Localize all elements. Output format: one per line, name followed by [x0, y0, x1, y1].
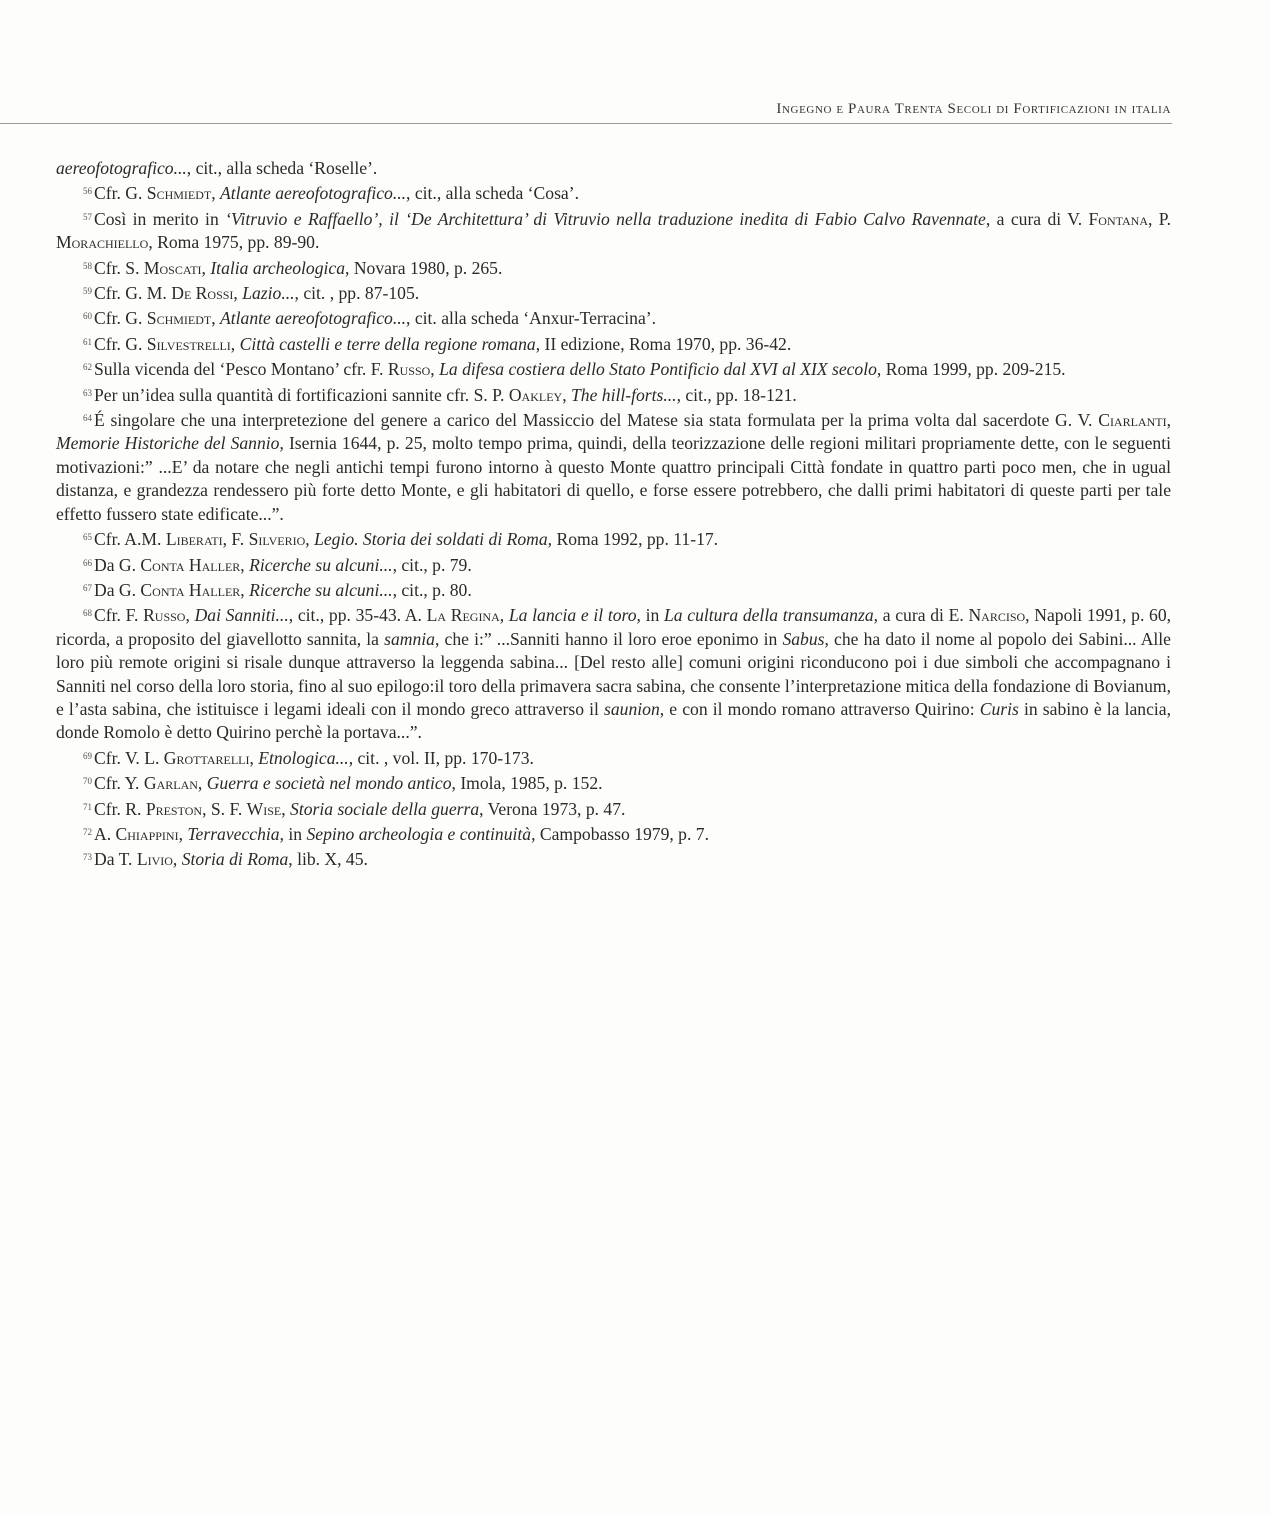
- footnote: [56, 846, 1171, 871]
- footnote-text: Da G.: [94, 554, 141, 575]
- footnote-text: , cit., p. 80.: [392, 579, 472, 600]
- footnote-text: Per un’idea sulla quantità di fortificazioni sannite cfr. S. P.: [94, 384, 509, 405]
- footnote-text: Cfr. F.: [94, 605, 144, 626]
- author-name: La Regina: [426, 605, 500, 626]
- author-name: Liberati: [165, 529, 223, 550]
- author-name: Preston: [145, 798, 203, 819]
- italic-title: Storia sociale della guerra: [290, 798, 480, 819]
- author-name: De Rossi: [171, 283, 234, 304]
- author-name: Garlan: [143, 773, 198, 794]
- footnote: [56, 821, 1171, 846]
- footnote-number: 70: [83, 776, 92, 787]
- footnote-text: Cfr. G. M.: [94, 283, 172, 304]
- footnote-text: ,: [430, 359, 440, 380]
- footnote-text: Da T.: [94, 849, 137, 870]
- footnote: [56, 180, 1171, 205]
- footnote-text: , cit. , pp. 87-105.: [294, 283, 420, 304]
- footnote-text: ,: [185, 605, 195, 626]
- footnote-number: 56: [83, 186, 92, 197]
- italic-title: Etnologica...: [258, 747, 349, 768]
- author-name: Moscati: [143, 257, 202, 278]
- header-rule: [0, 123, 1172, 124]
- footnote-text: , F.: [222, 529, 249, 550]
- footnote-text: ,: [172, 849, 182, 870]
- italic-title: Guerra e società nel mondo antico: [206, 773, 452, 794]
- italic-title: Sabus: [782, 628, 825, 649]
- footnote: [56, 745, 1171, 770]
- footnote: [56, 382, 1171, 407]
- footnote: [56, 526, 1171, 551]
- footnote-text: , e con il mondo romano attraverso Quirino:: [659, 698, 980, 719]
- author-name: Russo: [387, 359, 431, 380]
- footnote-text: , che i:” ...Sanniti hanno il loro eroe eponimo in: [434, 628, 783, 649]
- footnote-text: , cit., pp. 35-43. A.: [288, 605, 427, 626]
- italic-title: La cultura della transumanza: [664, 605, 874, 626]
- footnote-text: , cit., pp. 18-121.: [676, 384, 797, 405]
- italic-title: Memorie Historiche del Sannio: [56, 433, 280, 454]
- footnote-text: , cit., alla scheda ‘Cosa’.: [406, 183, 579, 204]
- footnote-text: ,: [1166, 410, 1171, 431]
- italic-title: Legio. Storia dei soldati di Roma,: [314, 529, 553, 550]
- footnotes-block: [56, 157, 1171, 872]
- footnote-text: , Novara 1980, p. 265.: [345, 257, 503, 278]
- author-name: Russo: [143, 605, 186, 626]
- italic-title: Curis: [979, 698, 1019, 719]
- footnote-number: 69: [83, 750, 92, 761]
- italic-title: Atlante aereofotografico...: [220, 308, 407, 329]
- author-name: Grottarelli: [163, 747, 250, 768]
- footnote-text: , Isernia 1644, p. 25, molto tempo prima, quindi, della teorizzazione delle regioni militari propriamente dette, con le seguenti motivazioni:” ...E’ da notare che negli antichi tempi furono intorno à questo Monte quattro principali Città fondate in quattro parti poco men, che in ugual distanza, e grandezza rendessero più forte detto Monte, e gli habitatori di quello, e forse essere potrebbero, che dalli primi habitatori di queste parti per tale effetto fussero state edificate...”.: [56, 433, 1171, 524]
- italic-title: Sepino archeologia e continuità: [306, 823, 532, 844]
- footnote-number: 58: [83, 260, 92, 271]
- footnote-number: 62: [83, 362, 92, 373]
- footnote-text: , cit. , vol. II, pp. 170-173.: [348, 747, 534, 768]
- footnote-text: ,: [249, 747, 259, 768]
- footnote-number: 59: [83, 286, 92, 297]
- footnote-text: ,: [499, 605, 509, 626]
- footnote-text: ,: [562, 384, 571, 405]
- italic-title: La difesa costiera dello Stato Pontificio dal XVI al XIX secolo: [439, 359, 877, 380]
- footnote-text: , II edizione, Roma 1970, pp. 36-42.: [535, 333, 792, 354]
- footnote-text: ,: [305, 529, 315, 550]
- author-name: Oakley: [508, 384, 563, 405]
- footnote-text: , S. F.: [202, 798, 247, 819]
- footnote-number: 63: [83, 387, 92, 398]
- footnote-text: , lib. X, 45.: [288, 849, 368, 870]
- footnote: [56, 305, 1171, 330]
- footnote-text: , Napoli 1991, p. 60, ricorda, a proposito del giavellotto sannita, la: [56, 605, 1172, 649]
- footnote-text: , Roma 1999, pp. 209-215.: [876, 359, 1066, 380]
- italic-title: samnia: [384, 628, 435, 649]
- footnote-text: ,: [240, 554, 250, 575]
- footnote: [56, 577, 1171, 602]
- footnote-text: in: [640, 605, 665, 626]
- italic-title: The hill-forts...: [571, 384, 677, 405]
- footnote: [56, 602, 1171, 744]
- author-name: Fontana: [1088, 208, 1148, 229]
- italic-title: Ricerche su alcuni...: [249, 579, 393, 600]
- footnote-text: , cit. alla scheda ‘Anxur-Terracina’.: [406, 308, 657, 329]
- author-name: Morachiello: [56, 232, 149, 253]
- footnote-text: É singolare che una interpretezione del genere a carico del Massiccio del Matese sia stata formulata per la prima volta dal sacerdote G. V.: [94, 410, 1099, 431]
- italic-title: ‘Vitruvio e Raffaello’, il ‘De Architettura’ di Vitruvio nella traduzione inedita di Fabio Calvo Ravennate: [225, 208, 986, 229]
- footnote-text: Cfr. Y.: [94, 773, 144, 794]
- author-name: Narciso: [968, 605, 1026, 626]
- footnote-text: in sabino è la lancia, donde Romolo è detto Quirino perchè la portava...”.: [56, 698, 1171, 743]
- footnote-text: ,: [233, 283, 243, 304]
- footnote-text: Cfr. V. L.: [94, 747, 164, 768]
- footnote-text: Così in merito in: [94, 208, 226, 229]
- footnote-text: ,: [201, 257, 211, 278]
- footnote: [56, 206, 1171, 255]
- footnote-text: , Roma 1975, pp. 89-90.: [148, 232, 320, 253]
- footnote-number: 57: [83, 211, 92, 222]
- italic-title: Ricerche su alcuni...: [249, 554, 393, 575]
- author-name: Chiappini: [115, 823, 179, 844]
- italic-title: Dai Sanniti...: [194, 605, 289, 626]
- footnote-text: , che ha dato il nome al popolo dei Sabini... Alle loro più remote origini si risale dunque attraverso la leggenda sabina... [Del resto alle] comuni origini riconducono poi i due simboli che accompagnano i Sanniti nel corso della loro storia, fino al suo epilogo:il toro della primavera sacra sabina, che consente l’interpretazione mitica della fondazione di Bovianum, e l’asta sabina, che istituisce i legami ideali con il mondo greco attraverso il: [56, 628, 1171, 719]
- footnote-text: Roma 1992, pp. 11-17.: [552, 529, 719, 550]
- footnote-text: , a cura di E.: [873, 605, 969, 626]
- author-name: Ciarlanti: [1098, 410, 1167, 431]
- author-name: Conta Haller: [140, 554, 241, 575]
- author-name: Livio: [136, 849, 173, 870]
- footnote-text: , a cura di V.: [985, 208, 1089, 229]
- footnote-number: 66: [83, 557, 92, 568]
- author-name: Schmiedt: [146, 183, 212, 204]
- footnote-number: 67: [83, 582, 92, 593]
- italic-title: Atlante aereofotografico...: [220, 183, 407, 204]
- footnote-text: Da G.: [94, 579, 141, 600]
- footnote: [56, 796, 1171, 821]
- footnote-text: ,: [178, 823, 188, 844]
- italic-title: aereofotografico...: [56, 158, 187, 178]
- footnote-text: Cfr. G.: [94, 333, 147, 354]
- running-head: Ingegno e Paura Trenta Secoli di Fortificazioni in italia: [776, 101, 1171, 117]
- italic-title: La lancia e il toro,: [508, 605, 641, 626]
- footnote-text: A.: [94, 823, 116, 844]
- footnote: [56, 331, 1171, 356]
- footnote-text: Sulla vicenda del ‘Pesco Montano’ cfr. F.: [94, 359, 388, 380]
- italic-title: saunion: [604, 698, 660, 719]
- footnote-number: 65: [83, 532, 92, 543]
- footnote-text: , Imola, 1985, p. 152.: [451, 773, 603, 794]
- footnote-number: 64: [83, 413, 92, 424]
- italic-title: Storia di Roma: [181, 849, 289, 870]
- author-name: Schmiedt: [146, 308, 212, 329]
- footnote-text: , P.: [1147, 208, 1172, 229]
- footnote-text: ,: [211, 308, 221, 329]
- footnote: [56, 255, 1171, 280]
- footnote-number: 68: [83, 608, 92, 619]
- footnote-text: , cit., p. 79.: [392, 554, 472, 575]
- italic-title: Terravecchia: [187, 823, 280, 844]
- footnote-text: Cfr. R.: [94, 798, 146, 819]
- footnote-number: 60: [83, 311, 92, 322]
- author-name: Silverio: [248, 529, 306, 550]
- footnote-text: ,: [240, 579, 250, 600]
- footnote-number: 72: [83, 826, 92, 837]
- author-name: Silvestrelli: [146, 333, 231, 354]
- footnote: [56, 157, 1171, 180]
- author-name: Conta Haller: [140, 579, 241, 600]
- footnote-text: , in: [279, 823, 307, 844]
- footnote-number: 61: [83, 336, 92, 347]
- footnote-text: ,: [281, 798, 291, 819]
- footnote-text: Cfr. S.: [94, 257, 144, 278]
- footnote-text: ,: [230, 333, 240, 354]
- footnote-text: Cfr. G.: [94, 183, 147, 204]
- italic-title: Lazio...: [242, 283, 295, 304]
- footnote-text: Cfr. G.: [94, 308, 147, 329]
- footnote-text: Cfr. A.M.: [94, 529, 166, 550]
- footnote-text: , Verona 1973, p. 47.: [479, 798, 626, 819]
- footnote-text: ,: [197, 773, 207, 794]
- footnote-text: ,: [211, 183, 221, 204]
- footnote: [56, 770, 1171, 795]
- footnote: [56, 356, 1171, 381]
- footnote: [56, 407, 1171, 526]
- italic-title: Italia archeologica: [210, 257, 346, 278]
- footnote-text: , cit., alla scheda ‘Roselle’.: [186, 158, 378, 178]
- footnote: [56, 552, 1171, 577]
- italic-title: Città castelli e terre della regione romana: [239, 333, 536, 354]
- footnote-text: , Campobasso 1979, p. 7.: [531, 823, 709, 844]
- footnote: [56, 280, 1171, 305]
- author-name: Wise: [246, 798, 282, 819]
- footnote-number: 71: [83, 801, 92, 812]
- footnote-number: 73: [83, 852, 92, 863]
